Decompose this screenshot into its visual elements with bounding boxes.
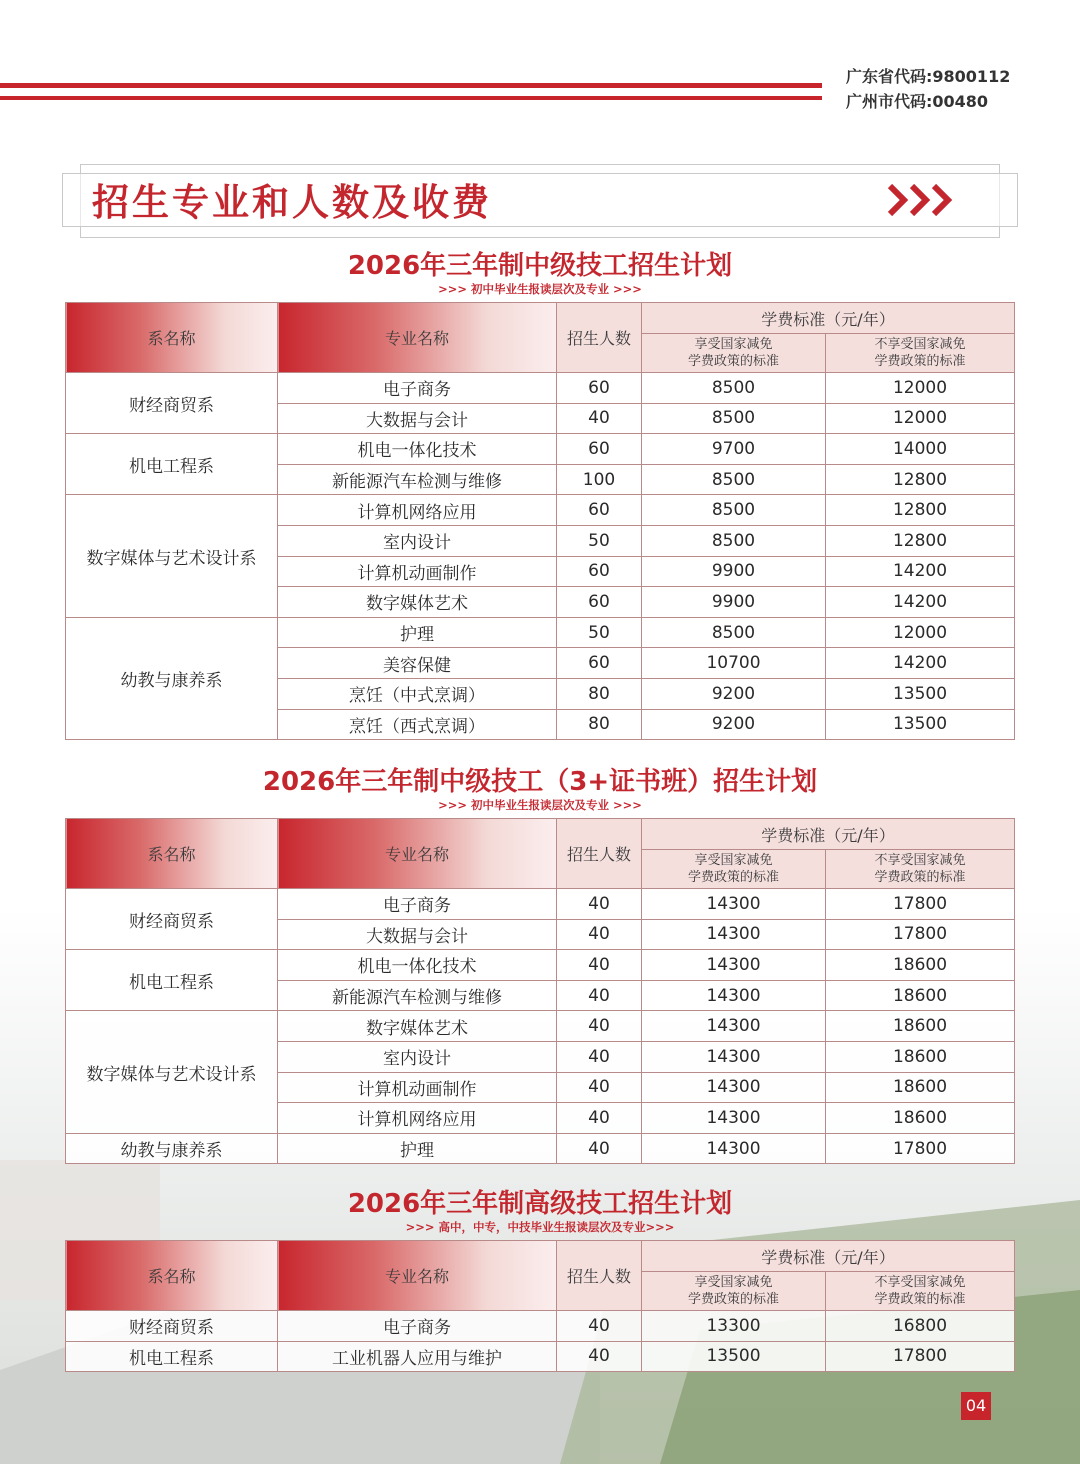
major-cell: 大数据与会计 [278, 919, 557, 950]
header-fee-exempt: 享受国家减免 学费政策的标准 [642, 1272, 826, 1311]
section-subtitle: >>> 初中毕业生报读层次及专业 >>> [438, 798, 642, 812]
fee-standard-cell: 17800 [826, 919, 1015, 950]
quota-cell: 60 [557, 587, 642, 618]
fee-exempt-cell: 14300 [642, 919, 826, 950]
section-title: 2026年三年制中级技工招生计划 [347, 251, 733, 281]
table-row [66, 950, 1015, 981]
major-cell: 数字媒体艺术 [278, 587, 557, 618]
fee-standard-cell: 14200 [826, 648, 1015, 679]
quota-cell: 60 [557, 434, 642, 465]
quota-cell: 80 [557, 709, 642, 740]
guangdong-code: 广东省代码:9800112 [846, 67, 1011, 86]
table-header-row [66, 1241, 1015, 1272]
fee-standard-cell: 18600 [826, 980, 1015, 1011]
quota-cell: 50 [557, 617, 642, 648]
quota-cell: 40 [557, 919, 642, 950]
major-cell: 电子商务 [278, 1311, 557, 1342]
fee-standard-cell: 16800 [826, 1311, 1015, 1342]
quota-cell: 40 [557, 950, 642, 981]
dept-cell: 数字媒体与艺术设计系 [66, 495, 278, 617]
table-row [66, 1011, 1015, 1042]
major-cell: 烹饪（西式烹调） [278, 709, 557, 740]
fee-standard-cell: 12800 [826, 464, 1015, 495]
header-quota: 招生人数 [557, 1241, 642, 1311]
fee-exempt-cell: 14300 [642, 1133, 826, 1164]
header-major: 专业名称 [278, 1241, 557, 1311]
table-row [66, 434, 1015, 465]
fee-exempt-cell: 14300 [642, 950, 826, 981]
dept-cell: 幼教与康养系 [66, 617, 278, 739]
table-row [66, 373, 1015, 404]
header-fee: 学费标准（元/年） [642, 303, 1015, 334]
fee-exempt-cell: 9200 [642, 678, 826, 709]
quota-cell: 40 [557, 1041, 642, 1072]
fee-standard-cell: 13500 [826, 678, 1015, 709]
fee-exempt-cell: 14300 [642, 1011, 826, 1042]
table-row [66, 889, 1015, 920]
section-title: 2026年三年制中级技工（3+证书班）招生计划 [262, 767, 818, 797]
dept-cell: 财经商贸系 [66, 373, 278, 434]
major-cell: 室内设计 [278, 525, 557, 556]
chevrons-right-icon [886, 180, 958, 220]
major-cell: 数字媒体艺术 [278, 1011, 557, 1042]
fee-exempt-cell: 9900 [642, 556, 826, 587]
quota-cell: 100 [557, 464, 642, 495]
page-number: 04 [961, 1392, 991, 1420]
fee-exempt-cell: 9200 [642, 709, 826, 740]
fee-exempt-cell: 9700 [642, 434, 826, 465]
header-fee-standard: 不享受国家减免 学费政策的标准 [826, 1272, 1015, 1311]
quota-cell: 60 [557, 648, 642, 679]
fee-standard-cell: 14200 [826, 587, 1015, 618]
header-quota: 招生人数 [557, 303, 642, 373]
table-row [66, 1311, 1015, 1342]
major-cell: 电子商务 [278, 373, 557, 404]
fee-exempt-cell: 14300 [642, 980, 826, 1011]
major-cell: 计算机网络应用 [278, 495, 557, 526]
quota-cell: 40 [557, 1072, 642, 1103]
header-stripe [0, 96, 822, 100]
major-cell: 机电一体化技术 [278, 950, 557, 981]
quota-cell: 60 [557, 373, 642, 404]
fee-standard-cell: 13500 [826, 709, 1015, 740]
fee-standard-cell: 17800 [826, 1341, 1015, 1372]
quota-cell: 40 [557, 1103, 642, 1134]
fee-exempt-cell: 9900 [642, 587, 826, 618]
quota-cell: 80 [557, 678, 642, 709]
major-cell: 电子商务 [278, 889, 557, 920]
dept-cell: 幼教与康养系 [66, 1133, 278, 1164]
section-title: 2026年三年制高级技工招生计划 [347, 1189, 733, 1219]
quota-cell: 40 [557, 1341, 642, 1372]
fee-standard-cell: 12000 [826, 403, 1015, 434]
fee-exempt-cell: 13300 [642, 1311, 826, 1342]
major-cell: 计算机网络应用 [278, 1103, 557, 1134]
fee-table-certificate [65, 818, 1015, 1164]
fee-standard-cell: 14200 [826, 556, 1015, 587]
fee-standard-cell: 18600 [826, 1103, 1015, 1134]
fee-exempt-cell: 8500 [642, 617, 826, 648]
fee-standard-cell: 18600 [826, 1072, 1015, 1103]
fee-exempt-cell: 8500 [642, 373, 826, 404]
fee-table-intermediate [65, 302, 1015, 740]
fee-standard-cell: 12000 [826, 617, 1015, 648]
header-dept: 系名称 [66, 1241, 278, 1311]
quota-cell: 50 [557, 525, 642, 556]
fee-exempt-cell: 10700 [642, 648, 826, 679]
dept-cell: 机电工程系 [66, 950, 278, 1011]
dept-cell: 财经商贸系 [66, 1311, 278, 1342]
fee-standard-cell: 17800 [826, 889, 1015, 920]
fee-standard-cell: 14000 [826, 434, 1015, 465]
fee-exempt-cell: 13500 [642, 1341, 826, 1372]
header-fee-exempt: 享受国家减免 学费政策的标准 [642, 334, 826, 373]
fee-standard-cell: 18600 [826, 1011, 1015, 1042]
header-fee-exempt: 享受国家减免 学费政策的标准 [642, 850, 826, 889]
header-stripe [0, 83, 822, 88]
quota-cell: 40 [557, 1133, 642, 1164]
fee-standard-cell: 12800 [826, 495, 1015, 526]
fee-standard-cell: 12800 [826, 525, 1015, 556]
header-fee: 学费标准（元/年） [642, 1241, 1015, 1272]
quota-cell: 60 [557, 495, 642, 526]
header-major: 专业名称 [278, 303, 557, 373]
major-cell: 机电一体化技术 [278, 434, 557, 465]
dept-cell: 机电工程系 [66, 434, 278, 495]
section-subtitle: >>> 高中，中专，中技毕业生报读层次及专业>>> [405, 1220, 675, 1234]
table-row [66, 1341, 1015, 1372]
fee-standard-cell: 18600 [826, 1041, 1015, 1072]
major-cell: 室内设计 [278, 1041, 557, 1072]
quota-cell: 40 [557, 403, 642, 434]
dept-cell: 财经商贸系 [66, 889, 278, 950]
table-row [66, 617, 1015, 648]
school-codes [846, 64, 1010, 114]
quota-cell: 40 [557, 889, 642, 920]
fee-standard-cell: 12000 [826, 373, 1015, 404]
fee-exempt-cell: 8500 [642, 495, 826, 526]
quota-cell: 40 [557, 1311, 642, 1342]
fee-exempt-cell: 8500 [642, 525, 826, 556]
header-fee-standard: 不享受国家减免 学费政策的标准 [826, 850, 1015, 889]
major-cell: 护理 [278, 1133, 557, 1164]
major-cell: 新能源汽车检测与维修 [278, 464, 557, 495]
header-major: 专业名称 [278, 819, 557, 889]
fee-exempt-cell: 14300 [642, 1041, 826, 1072]
major-cell: 计算机动画制作 [278, 556, 557, 587]
dept-cell: 机电工程系 [66, 1341, 278, 1372]
fee-table-advanced [65, 1240, 1015, 1372]
guangzhou-code: 广州市代码:00480 [846, 92, 989, 111]
table-header-row [66, 819, 1015, 850]
quota-cell: 40 [557, 1011, 642, 1042]
fee-exempt-cell: 14300 [642, 1072, 826, 1103]
major-cell: 计算机动画制作 [278, 1072, 557, 1103]
fee-exempt-cell: 14300 [642, 1103, 826, 1134]
header-quota: 招生人数 [557, 819, 642, 889]
major-cell: 新能源汽车检测与维修 [278, 980, 557, 1011]
quota-cell: 60 [557, 556, 642, 587]
fee-standard-cell: 18600 [826, 950, 1015, 981]
table-row [66, 495, 1015, 526]
header-fee-standard: 不享受国家减免 学费政策的标准 [826, 334, 1015, 373]
fee-standard-cell: 17800 [826, 1133, 1015, 1164]
major-cell: 美容保健 [278, 648, 557, 679]
fee-exempt-cell: 8500 [642, 464, 826, 495]
major-cell: 护理 [278, 617, 557, 648]
quota-cell: 40 [557, 980, 642, 1011]
major-cell: 烹饪（中式烹调） [278, 678, 557, 709]
header-dept: 系名称 [66, 303, 278, 373]
major-cell: 工业机器人应用与维护 [278, 1341, 557, 1372]
header-fee: 学费标准（元/年） [642, 819, 1015, 850]
table-row [66, 1133, 1015, 1164]
section-subtitle: >>> 初中毕业生报读层次及专业 >>> [438, 282, 642, 296]
table-header-row [66, 303, 1015, 334]
fee-exempt-cell: 14300 [642, 889, 826, 920]
fee-exempt-cell: 8500 [642, 403, 826, 434]
major-cell: 大数据与会计 [278, 403, 557, 434]
dept-cell: 数字媒体与艺术设计系 [66, 1011, 278, 1133]
header-dept: 系名称 [66, 819, 278, 889]
page-title: 招生专业和人数及收费 [92, 180, 492, 224]
